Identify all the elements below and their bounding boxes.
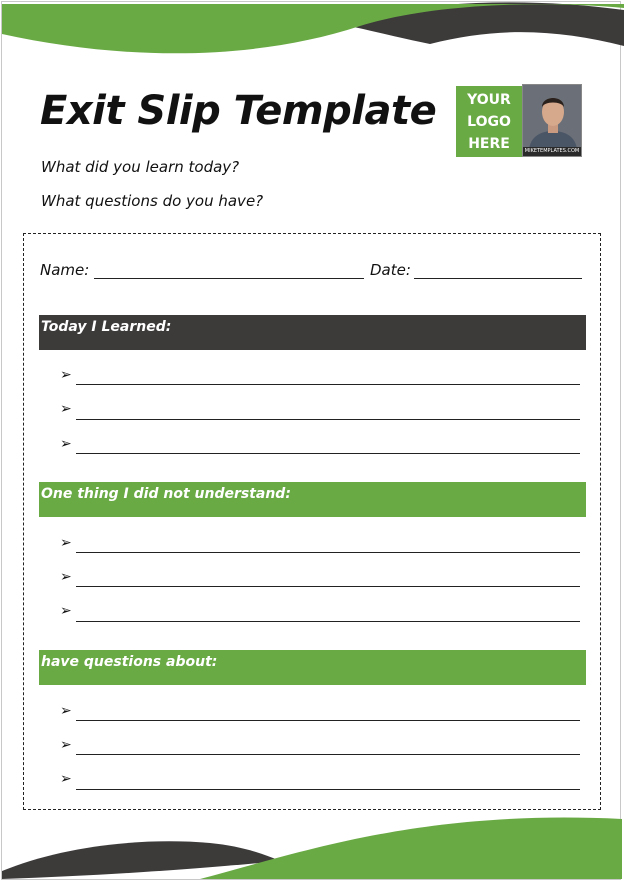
top-wave-decoration (0, 0, 624, 70)
answer-line[interactable] (76, 754, 580, 755)
logo-line-3: HERE (468, 135, 510, 152)
name-field[interactable] (94, 278, 364, 279)
bullet-arrow-icon: ➢ (60, 367, 72, 383)
bullet-arrow-icon: ➢ (60, 737, 72, 753)
bullet-arrow-icon: ➢ (60, 771, 72, 787)
date-label: Date: (370, 261, 411, 279)
bullet-arrow-icon: ➢ (60, 703, 72, 719)
answer-line[interactable] (76, 720, 580, 721)
answer-line[interactable] (76, 552, 580, 553)
bottom-green-wave (200, 818, 622, 879)
author-photo (522, 84, 582, 157)
section-have-questions: have questions about: (39, 650, 586, 685)
prompt-questions: What questions do you have? (41, 192, 264, 210)
date-field[interactable] (414, 278, 582, 279)
bullet-arrow-icon: ➢ (60, 569, 72, 585)
person-portrait-icon (523, 85, 582, 149)
answer-line[interactable] (76, 384, 580, 385)
answer-line[interactable] (76, 453, 580, 454)
bullet-arrow-icon: ➢ (60, 436, 72, 452)
answer-line[interactable] (76, 419, 580, 420)
answer-line[interactable] (76, 586, 580, 587)
bullet-arrow-icon: ➢ (60, 603, 72, 619)
bottom-wave-decoration (0, 813, 624, 883)
logo-line-1: YOUR (467, 91, 511, 108)
photo-caption: MIKETEMPLATES.COM (524, 148, 580, 154)
name-label: Name: (40, 261, 90, 279)
section-today-learned: Today I Learned: (39, 315, 586, 350)
logo-placeholder (456, 86, 522, 157)
page-title: Exit Slip Template (40, 88, 437, 134)
answer-line[interactable] (76, 789, 580, 790)
bullet-arrow-icon: ➢ (60, 401, 72, 417)
answer-line[interactable] (76, 621, 580, 622)
logo-line-2: LOGO (467, 113, 511, 130)
section-not-understand: One thing I did not understand: (39, 482, 586, 517)
prompt-learned: What did you learn today? (41, 158, 240, 176)
bullet-arrow-icon: ➢ (60, 535, 72, 551)
